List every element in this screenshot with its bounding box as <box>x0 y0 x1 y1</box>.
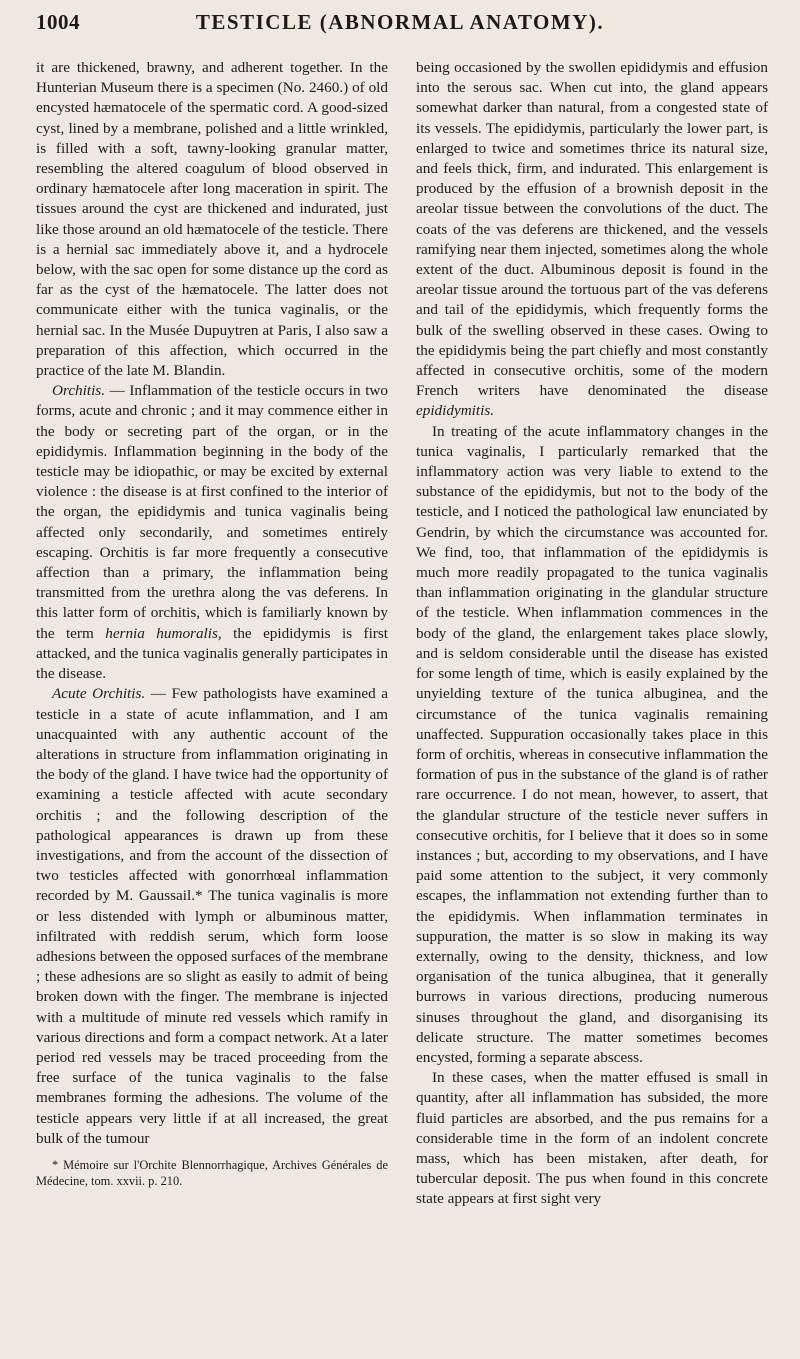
italic-term: epididymitis. <box>416 402 495 420</box>
paragraph-text: the epididymis is first attacked, and the tunica vaginalis generally participates in the disease. <box>36 624 388 683</box>
left-column <box>36 58 388 1189</box>
paragraph-text: — Inflammation of the testicle occurs in two forms, acute and chronic ; and it may commence either in the body or secreting part of the organ, or in the epididymis. Inflammation beginning in the body of the testicle may be idiopathic, or may be excited by external violence : the disease is at first confined to the interior of the organ, the epididymis and tunica vaginalis being affected only secondarily, and sometimes entirely escaping. Orchitis is far more frequently a consecutive affection than a primary, the inflammation being transmitted from the urethra along the vas deferens. In this latter form of orchitis, which is familiarly known by the term <box>36 382 388 642</box>
right-column <box>416 58 768 1210</box>
section-heading: Orchitis. <box>52 382 106 400</box>
paragraph <box>416 58 768 422</box>
paragraph-acute-orchitis <box>36 684 388 1149</box>
italic-term: hernia humoralis, <box>105 624 222 642</box>
paragraph: In these cases, when the matter effused is small in quantity, after all inflammation has subsided, the more fluid particles are absorbed, and the pus remains for a considerable time in the form of an indolent concrete mass, which has been mistaken, after death, for tubercular deposit. The pus when found in this concrete state appears at first sight very <box>416 1069 768 1208</box>
paragraph: In treating of the acute inflammatory changes in the tunica vaginalis, I particularly remarked that the inflammatory action was very liable to extend to the substance of the epididymis, but not to the body of the testicle, and I noticed the pathological law enunciated by Gendrin, by which the circumstance was accounted for. We find, too, that inflammation of the epididymis is much more readily propagated to the tunica vaginalis than inflammation originating in the glandular structure of the testicle. When inflammation commences in the body of the gland, the enlargement takes place slowly, and is seldom considerable until the disease has existed for some length of time, which is easily explained by the unyielding texture of the tunica albuginea, and the circumstance of the tunica vaginalis remaining unaffected. Suppuration occasionally takes place in this form of orchitis, whereas in consecutive inflammation the formation of pus in the substance of the gland is of rather rare occurrence. I do not mean, however, to assert, that the glandular structure of the testicle never suffers in consecutive orchitis, for I believe that it does so in some instances ; but, according to my observations, and I have paid some attention to the subject, it very commonly escapes, the inflammation not extending further than to the epididymis. When inflammation terminates in suppuration, the matter is so slow in making its way externally, owing to the density, thickness, and low organisation of the tunica albuginea, that it generally burrows in various directions, producing numerous sinuses throughout the gland, and disorganising its delicate structure. The matter sometimes becomes encysted, forming a separate abscess. <box>416 422 768 1066</box>
running-head: TESTICLE (ABNORMAL ANATOMY). <box>195 10 605 34</box>
section-heading: Acute Orchitis. <box>52 685 146 703</box>
paragraph-text: — Few pathologists have examined a testicle in a state of acute inflammation, and I am unacquainted with any authentic account of the alterations in structure from inflammation originating in the body of the gland. I have twice had the opportunity of examining a testicle affected with acute secondary orchitis ; and the following description of the pathological appearances is drawn up from these investigations, and from the account of the dissection of two testicles affected with gonorrhœal inflammation recorded by M. Gaussail.* The tunica vaginalis is more or less distended with lymph or albuminous matter, infiltrated with reddish serum, which form loose adhesions between the opposed surfaces of the membrane ; these adhesions are so slight as easily to admit of being broken down with the finger. The membrane is injected with a multitude of minute red vessels which ramify in various directions and form a compact network. At a later period red vessels may be traced proceeding from the free surface of the tunica vaginalis to the false membranes forming the adhesions. The volume of the testicle appears very little if at all increased, the great bulk of the tumour <box>36 685 389 1147</box>
page-number: 1004 <box>36 10 80 34</box>
page-header <box>36 6 764 46</box>
paragraph: it are thickened, brawny, and adherent together. In the Hunterian Museum there is a specimen (No. 2460.) of old encysted hæmatocele of the spermatic cord. A good-sized cyst, lined by a membrane, polished and a little wrinkled, is filled with a soft, tawny-looking granular matter, resembling the altered coagulum of blood observed in ordinary hæmatocele after long maceration in spirit. The tissues around the cyst are thickened and indurated, just like those around an old hæmatocele of the testicle. There is a hernial sac immediately above it, and a hydrocele below, with the sac open for some distance up the cord as far as the cyst of the hæmatocele. The latter does not communicate either with the tunica vaginalis, or the hernial sac. In the Musée Dupuytren at Paris, I also saw a preparation of this affection, which occurred in the practice of the late M. Blandin. <box>36 59 388 380</box>
paragraph-orchitis <box>36 381 388 684</box>
paragraph-text: being occasioned by the swollen epididymis and effusion into the serous sac. When cut into, the gland appears somewhat darker than natural, from a congested state of its vessels. The epididymis, particularly the lower part, is enlarged to twice and sometimes thrice its natural size, and feels thick, firm, and indurated. This enlargement is produced by the effusion of a brownish deposit in the areolar tissue between the convolutions of the duct. The coats of the vas deferens are thickened, and the vessels ramifying near them injected, sometimes along the whole extent of the duct. Albuminous deposit is found in the areolar tissue around the tortuous part of the vas deferens and tail of the epididymis, which frequently forms the bulk of the swelling observed in these cases. Owing to the epididymis being the part chiefly and most constantly affected in consecutive orchitis, some of the modern French writers have denominated the disease <box>416 59 768 400</box>
footnote: * Mémoire sur l'Orchite Blennorrhagique, Archives Générales de Médecine, tom. xxvii. p. 210. <box>36 1157 388 1188</box>
